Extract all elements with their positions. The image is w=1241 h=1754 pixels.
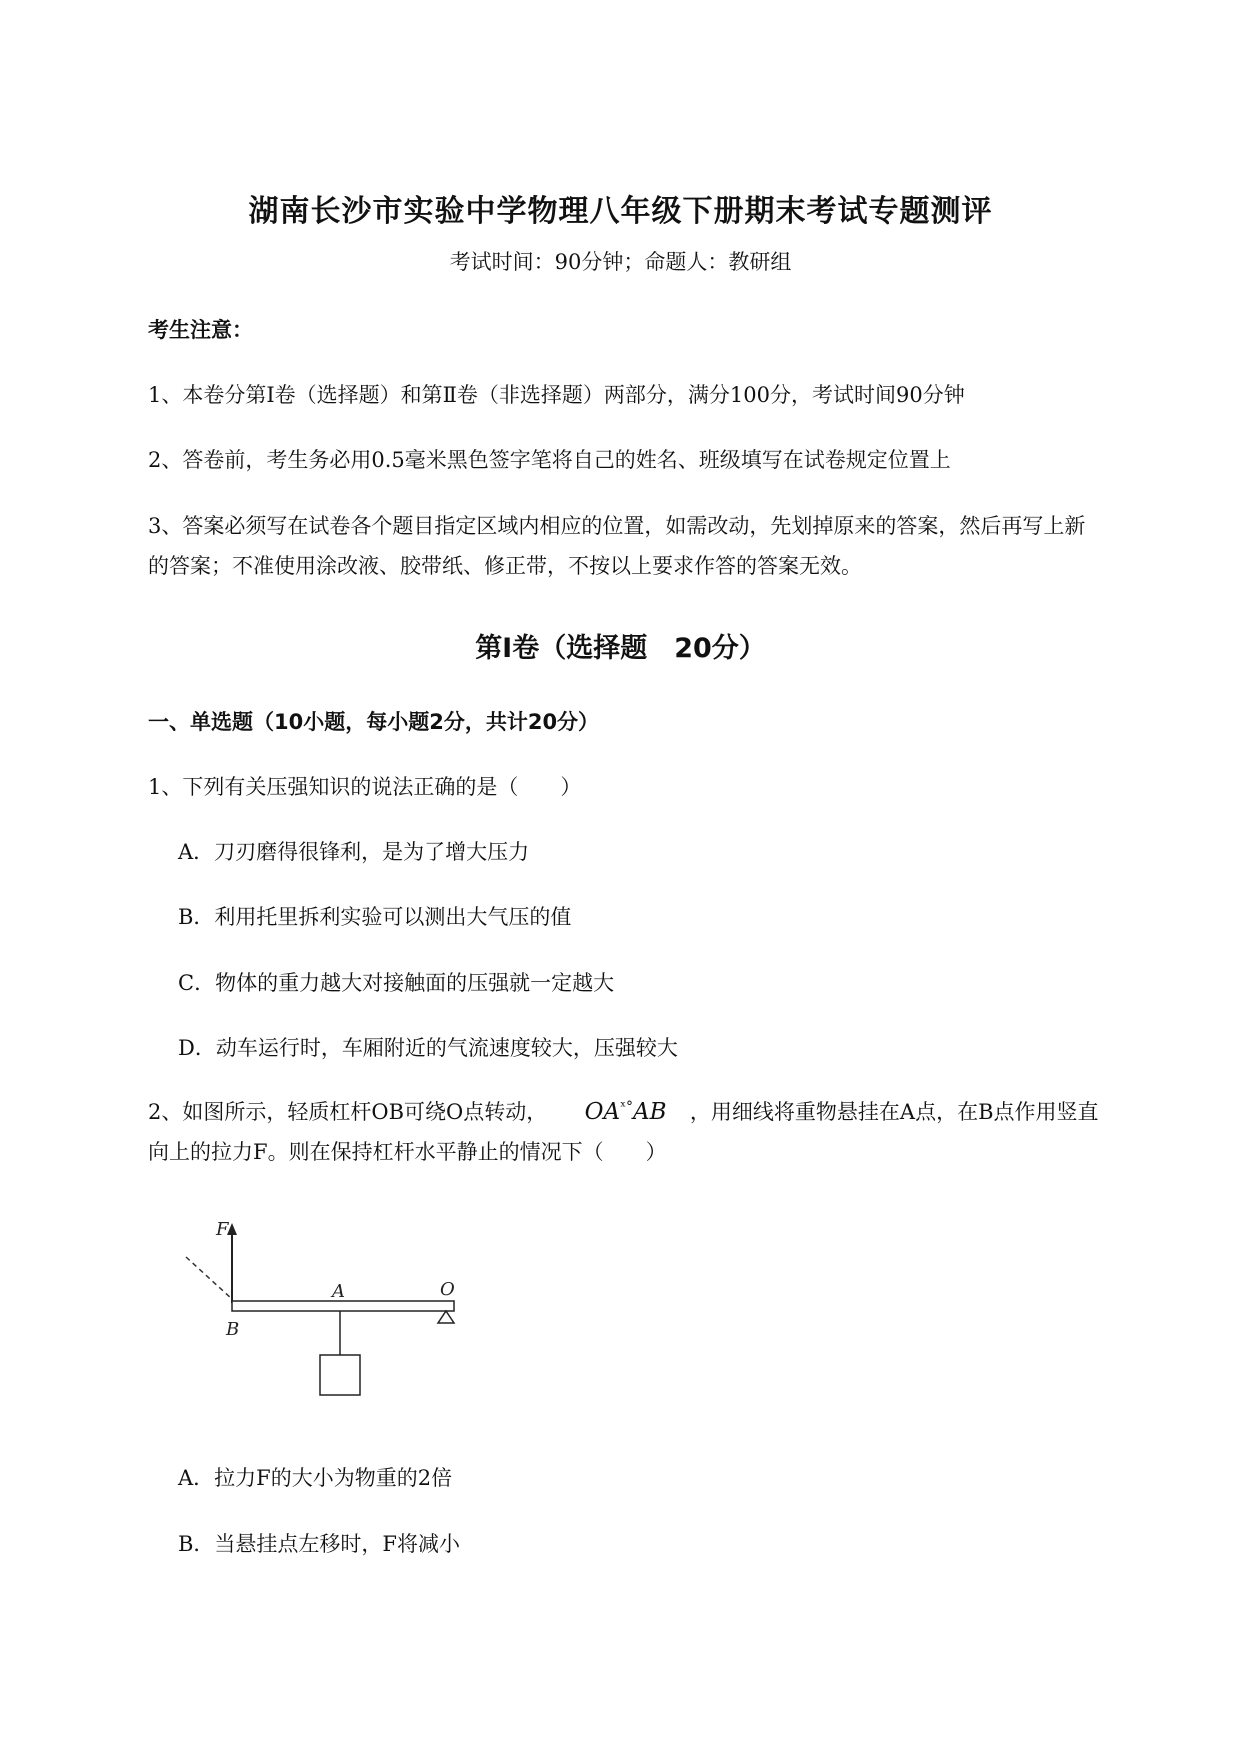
question-1-option-d: D．动车运行时，车厢附近的气流速度较大，压强较大	[178, 1036, 678, 1060]
question-1-option-b: B．利用托里拆利实验可以测出大气压的值	[178, 905, 572, 929]
lever-figure	[178, 1215, 478, 1415]
notice-heading: 考生注意：	[148, 318, 253, 342]
question-2-stem-part2: ，用细线将重物悬挂在A点，在B点作用竖直	[689, 1100, 1099, 1124]
notice-item-1: 1、本卷分第I卷（选择题）和第Ⅱ卷（非选择题）两部分，满分100分，考试时间90分钟	[148, 383, 965, 407]
question-2-option-b: B．当悬挂点左移时，F将减小	[178, 1532, 461, 1556]
force-arrow-head	[227, 1223, 237, 1235]
question-1-stem: 1、下列有关压强知识的说法正确的是（ ）	[148, 775, 582, 799]
question-2-option-a: A．拉力F的大小为物重的2倍	[178, 1466, 453, 1490]
label-f: F	[216, 1219, 229, 1240]
label-o: O	[440, 1279, 455, 1300]
math-symbol: ˣ°	[620, 1099, 634, 1115]
notice-item-2: 2、答卷前，考生务必用0.5毫米黑色签字笔将自己的姓名、班级填写在试卷规定位置上	[148, 448, 951, 472]
notice-item-3-cont: 的答案；不准使用涂改液、胶带纸、修正带，不按以上要求作答的答案无效。	[148, 554, 862, 578]
dashed-force-line	[186, 1257, 232, 1299]
math-ab: AB	[633, 1099, 667, 1125]
section-title: 第I卷（选择题 20分）	[475, 633, 766, 664]
math-oa: OA	[584, 1099, 621, 1125]
pivot-o	[438, 1311, 454, 1323]
question-2-stem	[148, 1096, 1099, 1126]
question-2-stem-line2: 向上的拉力F。则在保持杠杆水平静止的情况下（ ）	[148, 1140, 667, 1164]
exam-subtitle: 考试时间：90分钟；命题人：教研组	[449, 250, 792, 274]
label-a: A	[332, 1281, 345, 1302]
label-b: B	[226, 1319, 240, 1340]
notice-item-3: 3、答案必须写在试卷各个题目指定区域内相应的位置，如需改动，先划掉原来的答案，然后再写上新	[148, 514, 1086, 538]
hanging-weight	[320, 1355, 360, 1395]
lever-bar	[232, 1301, 454, 1311]
question-2-stem-part1: 2、如图所示，轻质杠杆OB可绕O点转动，	[148, 1100, 548, 1124]
question-1-option-c: C．物体的重力越大对接触面的压强就一定越大	[178, 971, 615, 995]
question-1-option-a: A．刀刃磨得很锋利，是为了增大压力	[178, 840, 530, 864]
part-heading: 一、单选题（10小题，每小题2分，共计20分）	[148, 710, 600, 734]
exam-title: 湖南长沙市实验中学物理八年级下册期末考试专题测评	[248, 194, 993, 229]
